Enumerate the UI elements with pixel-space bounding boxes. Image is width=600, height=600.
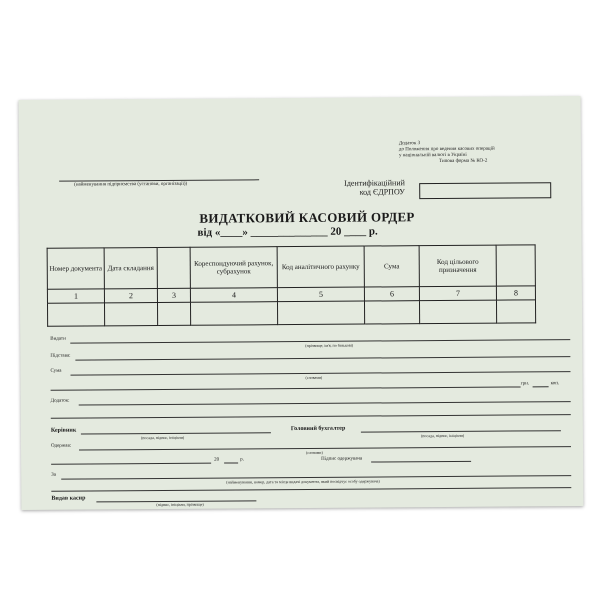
col-number: 1 [47, 289, 104, 303]
entry-cell[interactable] [157, 302, 190, 325]
table-header-row [47, 245, 535, 289]
appendix-note [399, 141, 495, 166]
amount-label: Сума [50, 368, 62, 374]
org-caption: (найменування підприємства (установи, організації)) [74, 181, 188, 188]
id-code-line-1: Ідентифікаційний [344, 178, 405, 188]
col-number: 3 [157, 288, 190, 302]
col-number: 4 [190, 288, 277, 303]
entry-cell[interactable] [190, 302, 277, 326]
page-title: ВИДАТКОВИЙ КАСОВИЙ ОРДЕР [199, 209, 415, 226]
cash-order-form [19, 96, 584, 510]
id-code-label [344, 178, 405, 196]
year-suffix: р. [240, 457, 244, 463]
cashier-label: Видав касир [51, 495, 86, 502]
year-line[interactable] [224, 462, 238, 463]
by-line-2[interactable] [51, 487, 571, 492]
appendix-line-3: у національній валюті в Україні [398, 152, 467, 159]
header-doc-number: Номер документа [47, 248, 104, 289]
appendix-line-1: Додаток 3 [398, 141, 421, 147]
order-table [47, 244, 537, 326]
header-blank-8 [496, 245, 535, 286]
col-number: 5 [277, 287, 364, 302]
grn-label: грн. [520, 381, 530, 387]
by-caption: (найменування, номер, дата та місце видачі документа, який посвідчує особу одержувача) [226, 478, 380, 485]
basis-label: Підстава: [50, 353, 71, 359]
recipient-sign-line[interactable] [371, 461, 471, 463]
basis-line[interactable] [75, 356, 570, 360]
entry-cell[interactable] [277, 301, 364, 325]
chief-accountant-label: Головний бухгалтер [290, 425, 346, 433]
col-number: 7 [419, 286, 496, 301]
date-received-line[interactable] [51, 463, 211, 465]
kop-line[interactable] [533, 386, 549, 387]
table-entry-row[interactable] [47, 300, 535, 326]
col-number: 2 [104, 289, 157, 303]
header-amount: Сума [364, 246, 419, 287]
head-caption: (посада, підпис, ініціали) [140, 434, 185, 441]
entry-cell[interactable] [364, 301, 419, 324]
form-type: Типова форма № КО-2 [438, 158, 488, 165]
chief-caption: (посада, підпис, ініціали) [420, 432, 465, 439]
id-code-box[interactable] [419, 182, 551, 199]
cashier-caption: (підпис, ініціали, прізвище) [156, 501, 204, 508]
head-label: Керівник [50, 427, 77, 434]
by-label: За [51, 472, 56, 478]
amount-line-2[interactable] [51, 386, 521, 390]
amount-caption: (словами) [305, 374, 323, 380]
kop-label: коп. [550, 381, 560, 387]
issue-caption: (прізвище, ім'я, по батькові) [305, 342, 354, 348]
received-line[interactable] [79, 446, 571, 450]
entry-cell[interactable] [47, 303, 104, 326]
year-label: 20 [214, 457, 220, 463]
date-line[interactable]: від «____» ______________ 20 ____ р. [197, 225, 378, 239]
received-label: Одержав: [50, 443, 72, 449]
id-code-line-2: код ЄДРПОУ [359, 187, 405, 197]
header-corr-account: Кореспондуючий рахунок, субрахунок [190, 247, 277, 289]
appendix-line-2: до Положення про ведення касових операцій [398, 146, 495, 153]
entry-cell[interactable] [496, 300, 535, 323]
received-caption: (словами) [306, 449, 323, 455]
annex-line-2[interactable] [51, 414, 571, 419]
entry-cell[interactable] [419, 300, 496, 324]
annex-line[interactable] [79, 401, 571, 405]
recipient-sign-label: Підпис одержувача [321, 456, 363, 462]
header-blank-3 [157, 247, 190, 288]
header-date: Дата складання [104, 248, 157, 289]
col-number: 6 [364, 287, 419, 301]
entry-cell[interactable] [104, 303, 157, 326]
header-purpose-code: Код цільового призначення [419, 245, 496, 287]
annex-label: Додаток: [50, 398, 70, 404]
issue-label: Видати [50, 336, 66, 342]
header-analytic-code: Код аналітичного рахунку [277, 246, 364, 288]
col-number: 8 [496, 286, 535, 300]
